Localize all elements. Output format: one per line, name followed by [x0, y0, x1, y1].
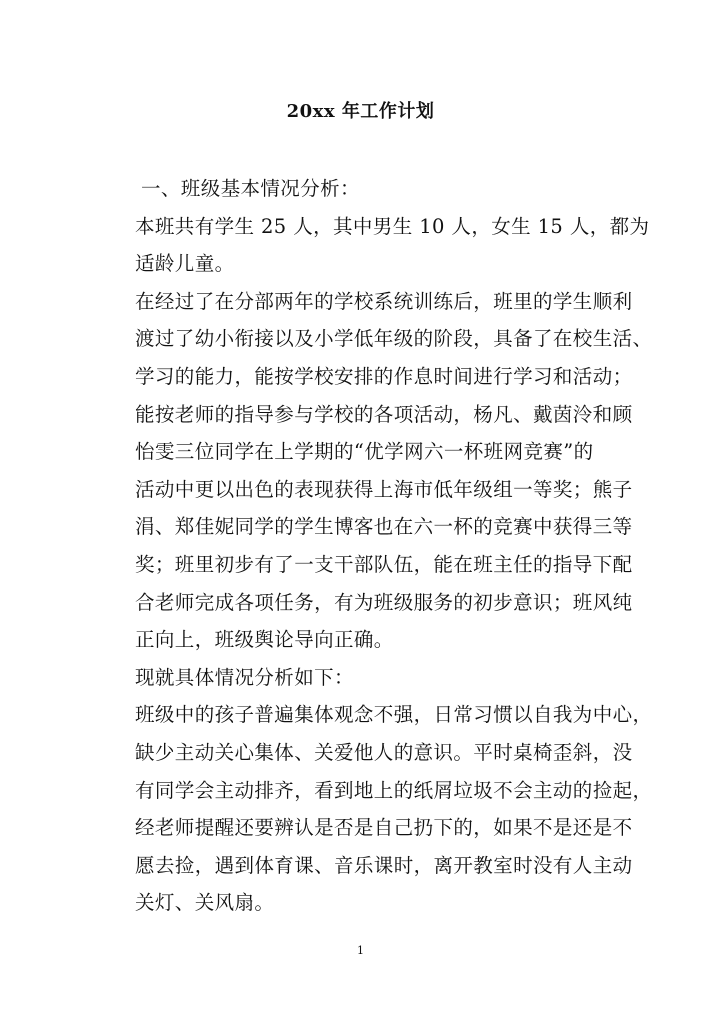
text-line: 有同学会主动排齐，看到地上的纸屑垃圾不会主动的捡起，: [135, 778, 653, 802]
document-title: 20xx 年工作计划: [286, 101, 435, 122]
text-line: 正向上，班级舆论导向正确。: [135, 628, 394, 652]
text-line: 关灯、关风扇。: [135, 891, 275, 915]
text-line: 怡雯三位同学在上学期的“优学网六一杯班网竞赛”的: [135, 440, 594, 464]
text-line: 合老师完成各项任务，有为班级服务的初步意识；班风纯: [135, 590, 633, 614]
document-body: [135, 170, 653, 922]
text-line: 本班共有学生 25 人，其中男生 10 人，女生 15 人，都为: [135, 214, 650, 238]
text-line: 经老师提醒还要辨认是否是自己扔下的，如果不是还是不: [135, 816, 633, 840]
page-number: 1: [357, 944, 364, 957]
text-line: 涓、郑佳妮同学的学生博客也在六一杯的竞赛中获得三等: [135, 515, 633, 539]
section-heading: 一、班级基本情况分析：: [141, 177, 360, 200]
text-line: 班级中的孩子普遍集体观念不强，日常习惯以自我为中心，: [135, 703, 653, 727]
text-line: 适龄儿童。: [135, 252, 235, 276]
text-line: 渡过了幼小衔接以及小学低年级的阶段，具备了在校生活、: [135, 327, 653, 351]
text-line: 能按老师的指导参与学校的各项活动，杨凡、戴茵泠和顾: [135, 402, 633, 426]
text-line: 现就具体情况分析如下：: [135, 665, 354, 689]
text-line: 奖；班里初步有了一支干部队伍，能在班主任的指导下配: [135, 552, 633, 576]
text-line: 愿去捡，遇到体育课、音乐课时，离开教室时没有人主动: [135, 853, 633, 877]
text-line: 缺少主动关心集体、关爱他人的意识。平时桌椅歪斜，没: [135, 740, 633, 764]
text-line: 活动中更以出色的表现获得上海市低年级组一等奖；熊子: [135, 477, 633, 501]
text-line: 学习的能力，能按学校安排的作息时间进行学习和活动；: [135, 364, 633, 388]
text-line: 在经过了在分部两年的学校系统训练后，班里的学生顺利: [135, 289, 633, 313]
